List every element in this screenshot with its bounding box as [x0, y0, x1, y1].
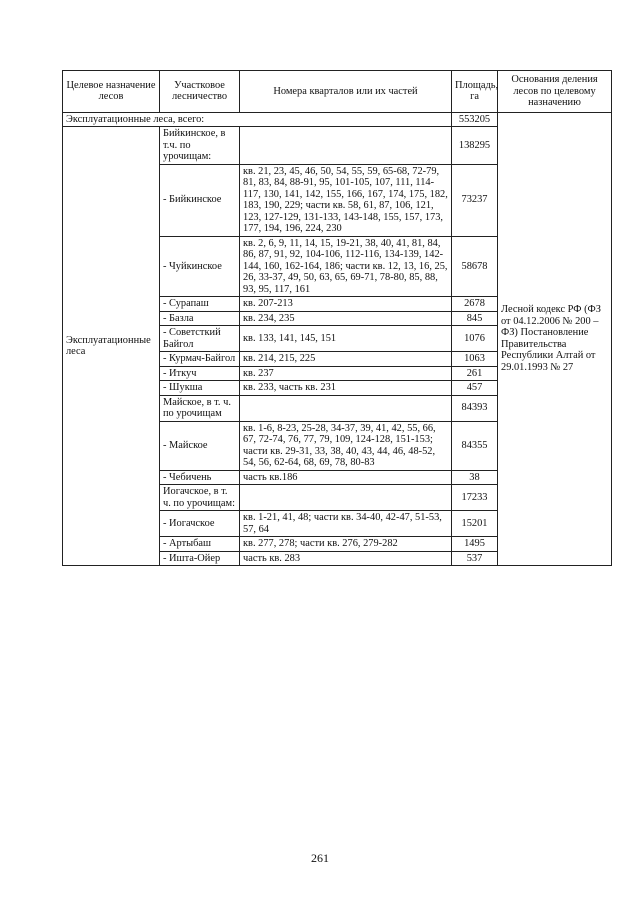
- subdivision-quarters: кв. 2, 6, 9, 11, 14, 15, 19-21, 38, 40, 41, 81, 84, 86, 87, 91, 92, 104-106, 112-116, 134-139, 142-144, 160, 162-164, 186; части кв. 12, 13, 16, 25, 26, 33-37, 49, 50, 63, 65, 69-71, 78-80, 85, 88, 93, 95, 117, 161: [240, 236, 452, 297]
- header-quarters: Номера кварталов или их частей: [240, 71, 452, 113]
- subdivision-area: 1063: [452, 352, 498, 367]
- subdivision-quarters: кв. 207-213: [240, 297, 452, 312]
- group-name: Иогачское, в т. ч. по урочищам:: [160, 485, 240, 511]
- group-area: 84393: [452, 395, 498, 421]
- group-area: 17233: [452, 485, 498, 511]
- subdivision-name: - Советсткий Байгол: [160, 326, 240, 352]
- subdivision-area: 84355: [452, 421, 498, 470]
- page-number: 261: [311, 851, 329, 865]
- subdivision-quarters: кв. 233, часть кв. 231: [240, 381, 452, 396]
- subdivision-name: - Чебичень: [160, 470, 240, 485]
- group-area: 138295: [452, 127, 498, 165]
- header-area: Площадь, га: [452, 71, 498, 113]
- group-name: Майское, в т. ч. по урочищам: [160, 395, 240, 421]
- subdivision-area: 261: [452, 366, 498, 381]
- subdivision-name: - Майское: [160, 421, 240, 470]
- group-name: Бийкинское, в т.ч. по урочищам:: [160, 127, 240, 165]
- subdivision-quarters: кв. 133, 141, 145, 151: [240, 326, 452, 352]
- subdivision-area: 845: [452, 311, 498, 326]
- header-purpose: Целевое назначение лесов: [63, 71, 160, 113]
- subdivision-name: - Иткуч: [160, 366, 240, 381]
- subdivision-area: 58678: [452, 236, 498, 297]
- group-quarters: [240, 485, 452, 511]
- forest-division-table: [62, 70, 612, 566]
- table-header-row: [63, 71, 612, 113]
- subdivision-quarters: часть кв.186: [240, 470, 452, 485]
- subdivision-quarters: кв. 1-6, 8-23, 25-28, 34-37, 39, 41, 42, 55, 66, 67, 72-74, 76, 77, 79, 109, 124-128, 151-153; части кв. 29-31, 33, 38, 40, 43, 44, 46, 48-52, 54, 56, 62-64, 68, 69, 78, 80-83: [240, 421, 452, 470]
- table-body: [63, 112, 612, 566]
- header-forestry: Участковое лесничество: [160, 71, 240, 113]
- subdivision-name: - Чуйкинское: [160, 236, 240, 297]
- subdivision-area: 1495: [452, 537, 498, 552]
- purpose-cell: Эксплуатационные леса: [63, 127, 160, 566]
- header-basis: Основания деления лесов по целевому назначению: [498, 71, 612, 113]
- subdivision-name: - Базла: [160, 311, 240, 326]
- subdivision-area: 15201: [452, 511, 498, 537]
- total-area: 553205: [452, 112, 498, 127]
- subdivision-area: 2678: [452, 297, 498, 312]
- subdivision-name: - Шукша: [160, 381, 240, 396]
- subdivision-area: 537: [452, 551, 498, 566]
- subdivision-area: 457: [452, 381, 498, 396]
- subdivision-name: - Ишта-Ойер: [160, 551, 240, 566]
- subdivision-quarters: кв. 21, 23, 45, 46, 50, 54, 55, 59, 65-68, 72-79, 81, 83, 84, 88-91, 95, 101-105, 107, 111, 114-117, 130, 141, 142, 155, 166, 167, 174, 175, 182, 183, 190, 229; части кв. 58, 61, 87, 106, 121, 123, 127-129, 131-133, 143-148, 155, 157, 173, 177, 194, 196, 224, 230: [240, 164, 452, 236]
- group-quarters: [240, 127, 452, 165]
- subdivision-area: 73237: [452, 164, 498, 236]
- subdivision-quarters: кв. 237: [240, 366, 452, 381]
- total-label: Эксплуатационные леса, всего:: [63, 112, 452, 127]
- subdivision-quarters: часть кв. 283: [240, 551, 452, 566]
- subdivision-name: - Артыбаш: [160, 537, 240, 552]
- total-row: [63, 112, 612, 127]
- subdivision-name: - Сурапаш: [160, 297, 240, 312]
- subdivision-quarters: кв. 234, 235: [240, 311, 452, 326]
- subdivision-name: - Курмач-Байгол: [160, 352, 240, 367]
- subdivision-quarters: кв. 214, 215, 225: [240, 352, 452, 367]
- subdivision-name: - Бийкинское: [160, 164, 240, 236]
- subdivision-quarters: кв. 1-21, 41, 48; части кв. 34-40, 42-47, 51-53, 57, 64: [240, 511, 452, 537]
- subdivision-name: - Иогачское: [160, 511, 240, 537]
- basis-cell: Лесной кодекс РФ (ФЗ от 04.12.2006 № 200 – ФЗ) Постановление Правительства Республики Алтай от 29.01.1993 № 27: [498, 112, 612, 566]
- group-quarters: [240, 395, 452, 421]
- subdivision-area: 1076: [452, 326, 498, 352]
- subdivision-quarters: кв. 277, 278; части кв. 276, 279-282: [240, 537, 452, 552]
- subdivision-area: 38: [452, 470, 498, 485]
